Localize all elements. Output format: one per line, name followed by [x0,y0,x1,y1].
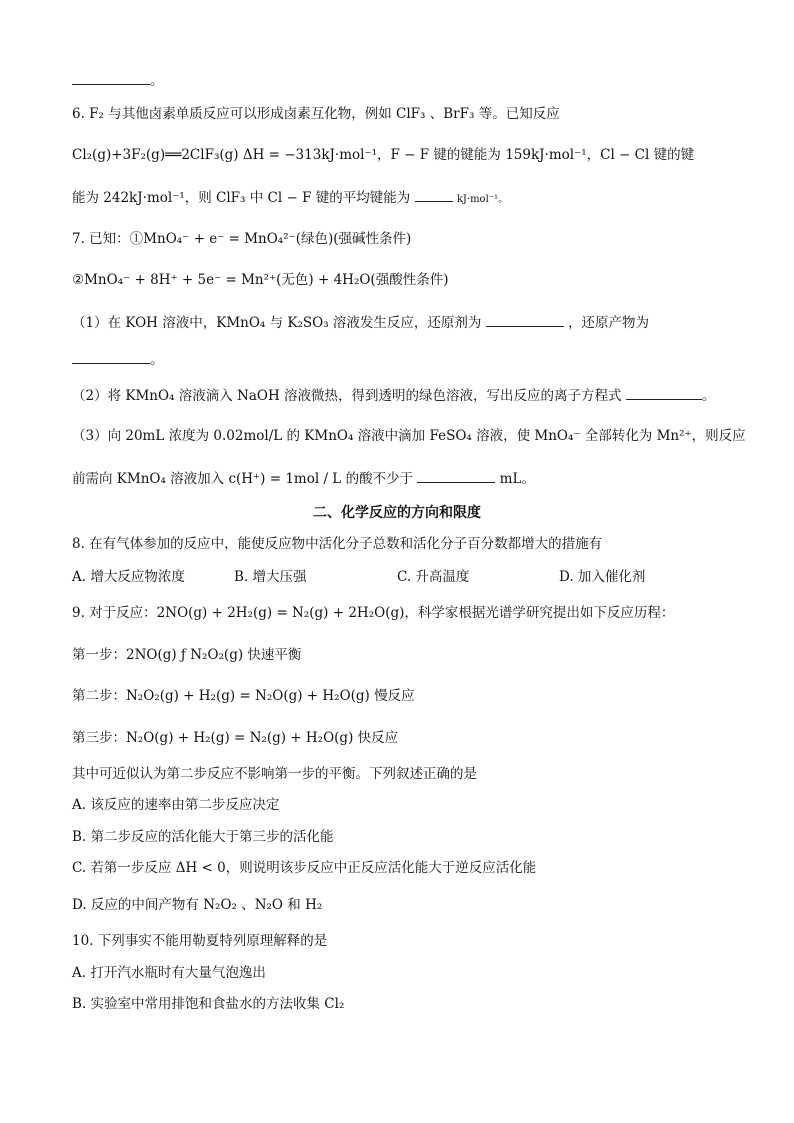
q9-option-d[interactable]: D. 反应的中间产物有 N₂O₂ 、N₂O 和 H₂ [72,897,323,913]
q8-option-c[interactable]: C. 升高温度 [397,569,470,585]
q7-part3-line1: （3）向 20mL 浓度为 0.02mol/L 的 KMnO₄ 溶液中滴加 FeSO₄ 溶液，使 MnO₄⁻ 全部转化为 Mn²⁺，则反应 [72,428,746,444]
q7-part1-cont: 。 [72,349,164,370]
q9-stem: 9. 对于反应：2NO(g) + 2H₂(g) = N₂(g) + 2H₂O(g)，科学家根据光谱学研究提出如下反应历程： [72,605,675,621]
q9-step3: 第三步：N₂O(g) + H₂(g) = N₂(g) + H₂O(g) 快反应 [72,730,399,746]
q9-option-a[interactable]: A. 该反应的速率由第二步反应决定 [72,797,280,813]
answer-blank[interactable] [72,349,150,364]
answer-blank[interactable] [72,70,150,85]
q6-line1: 6. F₂ 与其他卤素单质反应可以形成卤素互化物，例如 ClF₃ 、BrF₃ 等。已知反应 [72,106,560,122]
q10-option-a[interactable]: A. 打开汽水瓶时有大量气泡逸出 [72,965,266,981]
answer-blank[interactable] [486,312,564,327]
q7-part3-line2: 前需向 KMnO₄ 溶液加入 c(H⁺) = 1mol / L 的酸不少于 mL。 [72,468,535,489]
q7-equation-2: ②MnO₄⁻ + 8H⁺ + 5e⁻ = Mn²⁺(无色) + 4H₂O(强酸性条件) [72,272,449,288]
answer-blank[interactable] [626,385,702,400]
q7-intro: 7. 已知：①MnO₄⁻ + e⁻ = MnO₄²⁻(绿色)(强碱性条件) [72,231,412,247]
q9-step1: 第一步：2NO(g) ƒ N₂O₂(g) 快速平衡 [72,647,302,663]
q8-option-b[interactable]: B. 增大压强 [234,569,307,585]
q10-stem: 10. 下列事实不能用勒夏特列原理解释的是 [72,933,328,949]
q8-option-a[interactable]: A. 增大反应物浓度 [72,569,185,585]
answer-blank[interactable] [417,468,495,483]
q9-note: 其中可近似认为第二步反应不影响第一步的平衡。下列叙述正确的是 [72,766,477,782]
q8-stem: 8. 在有气体参加的反应中，能使反应物中活化分子总数和活化分子百分数都增大的措施有 [72,536,603,552]
q10-option-b[interactable]: B. 实验室中常用排饱和食盐水的方法收集 Cl₂ [72,996,345,1012]
section-title: 二、化学反应的方向和限度 [313,505,481,521]
q9-option-c[interactable]: C. 若第一步反应 ΔH < 0，则说明该步反应中正反应活化能大于逆反应活化能 [72,860,537,876]
q6-line3: 能为 242kJ·mol⁻¹，则 ClF₃ 中 Cl − F 键的平均键能为 kJ·mol⁻¹。 [72,187,508,210]
prev-answer-line: 。 [72,70,164,91]
q9-step2: 第二步：N₂O₂(g) + H₂(g) = N₂O(g) + H₂O(g) 慢反应 [72,688,415,704]
q7-part2: （2）将 KMnO₄ 溶液滴入 NaOH 溶液微热，得到透明的绿色溶液，写出反应的离子方程式 。 [72,385,715,406]
q7-part1: （1）在 KOH 溶液中，KMnO₄ 与 K₂SO₃ 溶液发生反应，还原剂为 ，还原产物为 [72,312,649,333]
q8-option-d[interactable]: D. 加入催化剂 [559,569,646,585]
q9-option-b[interactable]: B. 第二步反应的活化能大于第三步的活化能 [72,829,334,845]
answer-blank[interactable] [415,187,453,202]
q6-line2: Cl₂(g)+3F₂(g)══2ClF₃(g) ΔH = −313kJ·mol⁻¹，F − F 键的键能为 159kJ·mol⁻¹，Cl − Cl 键的键 [72,147,695,163]
